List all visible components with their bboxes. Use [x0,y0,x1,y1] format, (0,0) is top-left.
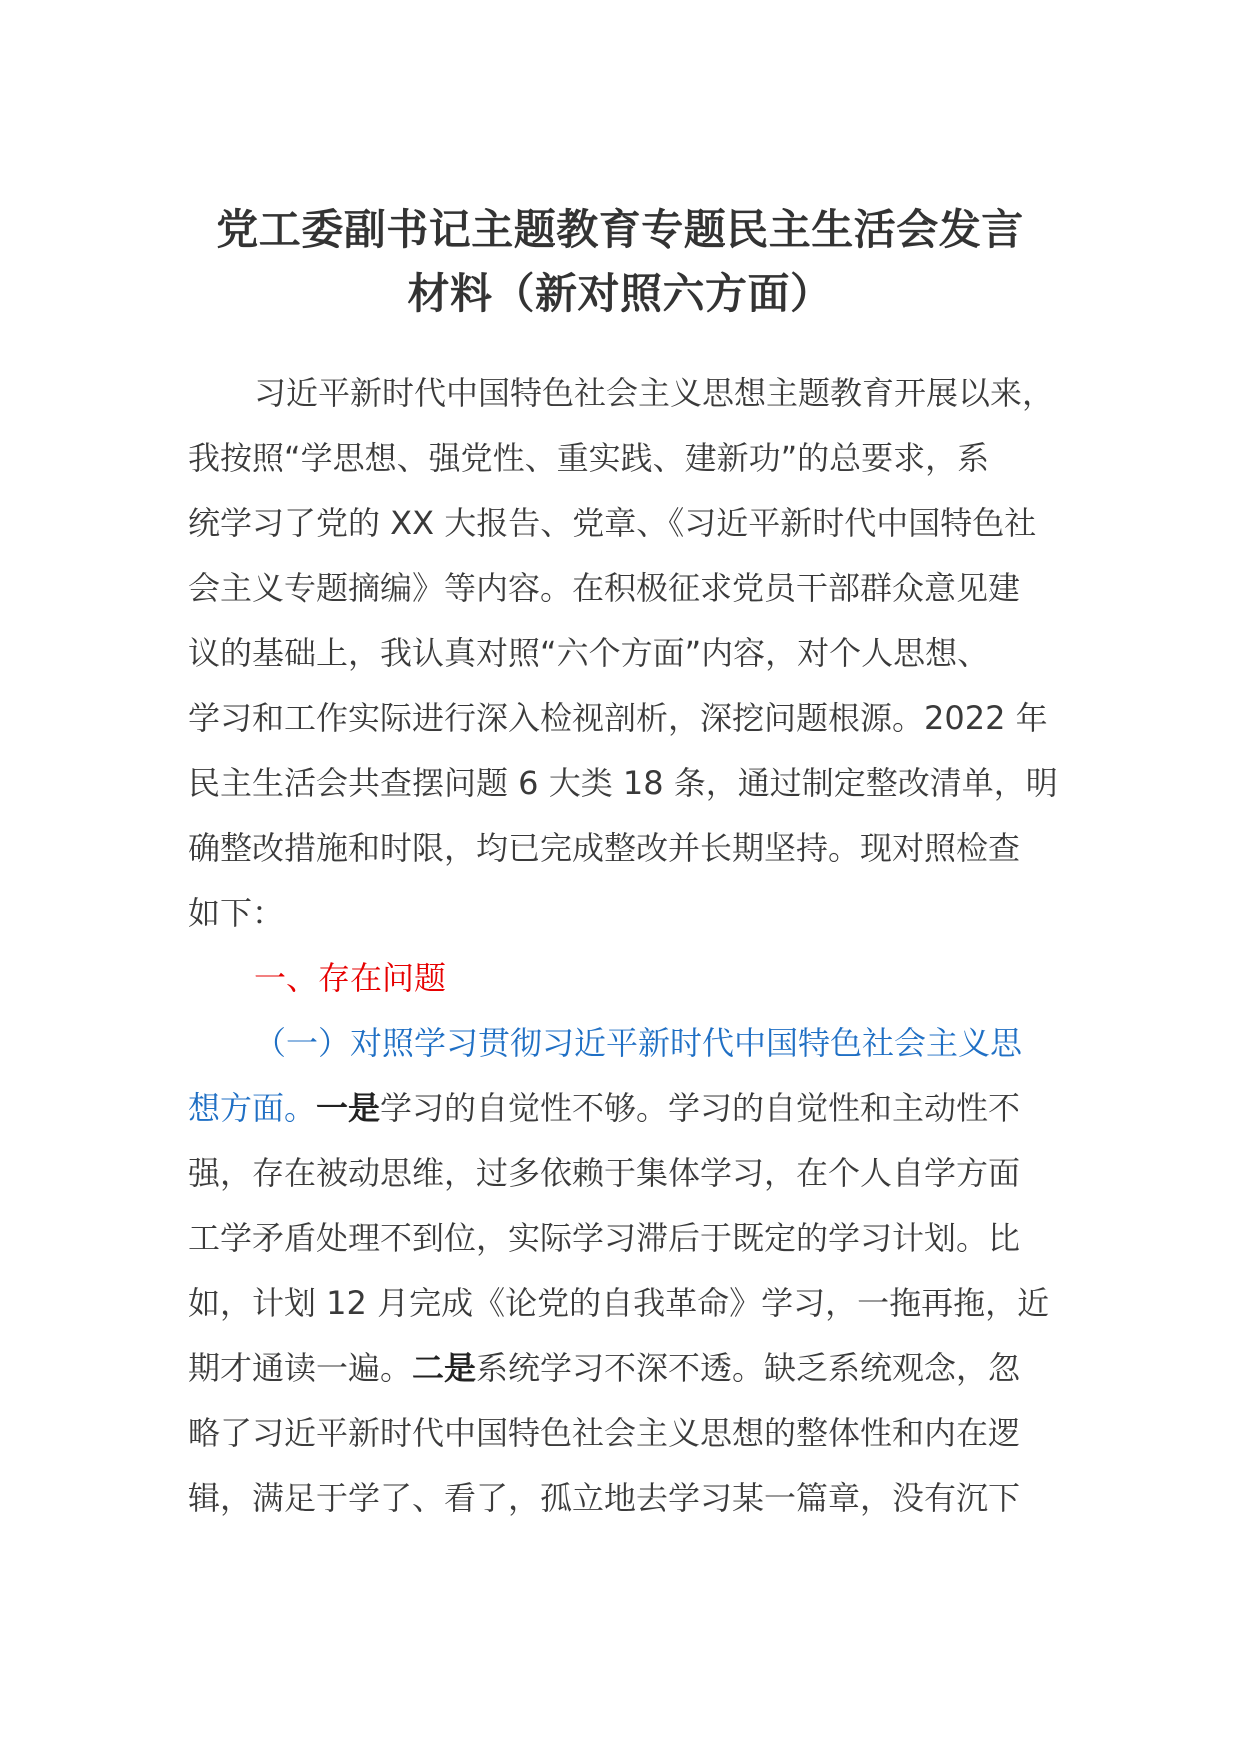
intro-line-8: 确整改措施和时限，均已完成整改并长期坚持。现对照检查 [188,829,1021,867]
intro-line-7: 民主生活会共查摆问题 6 大类 18 条，通过制定整改清单，明 [188,764,1058,802]
point-2-label: 二是 [412,1349,477,1387]
document-title [190,198,1050,326]
body-line-b1: 略了习近平新时代中国特色社会主义思想的整体性和内在逻 [188,1414,1021,1452]
intro-line-9: 如下： [188,894,285,932]
point-1-label: 一是 [316,1089,381,1127]
intro-line-5: 议的基础上，我认真对照“六个方面”内容，对个人思想、 [188,634,990,672]
intro-line-3: 统学习了党的 XX 大报告、党章、《习近平新时代中国特色社 [188,504,1037,542]
body-line-a1: 强，存在被动思维，过多依赖于集体学习，在个人自学方面 [188,1154,1021,1192]
title-line-2: 材料（新对照六方面） [407,269,833,318]
line-before-point-2: 期才通读一遍。 [188,1349,413,1387]
subsection-heading-continued [188,1076,1058,1141]
intro-line-4: 会主义专题摘编》等内容。在积极征求党员干部群众意见建 [188,569,1021,607]
subsection-heading: （一）对照学习贯彻习近平新时代中国特色社会主义思 [254,1024,1023,1062]
document-body [188,361,1058,1531]
body-line-a2: 工学矛盾处理不到位，实际学习滞后于既定的学习计划。比 [188,1219,1021,1257]
intro-line-2: 我按照“学思想、强党性、重实践、建新功”的总要求，系 [188,439,990,477]
section-heading: 一、存在问题 [254,959,447,997]
point-1-text: 学习的自觉性不够。学习的自觉性和主动性不 [380,1089,1021,1127]
point-2-line [188,1336,1058,1401]
subsection-heading-end: 想方面。 [188,1089,317,1127]
intro-line-6: 学习和工作实际进行深入检视剖析，深挖问题根源。2022 年 [188,699,1048,737]
intro-line-1: 习近平新时代中国特色社会主义思想主题教育开展以来， [254,374,1055,412]
title-line-1: 党工委副书记主题教育专题民主生活会发言 [216,205,1024,254]
body-line-a3: 如，计划 12 月完成《论党的自我革命》学习，一拖再拖，近 [188,1284,1050,1322]
body-line-b2: 辑，满足于学了、看了，孤立地去学习某一篇章，没有沉下 [188,1479,1021,1517]
point-2-text: 系统学习不深不透。缺乏系统观念，忽 [476,1349,1021,1387]
